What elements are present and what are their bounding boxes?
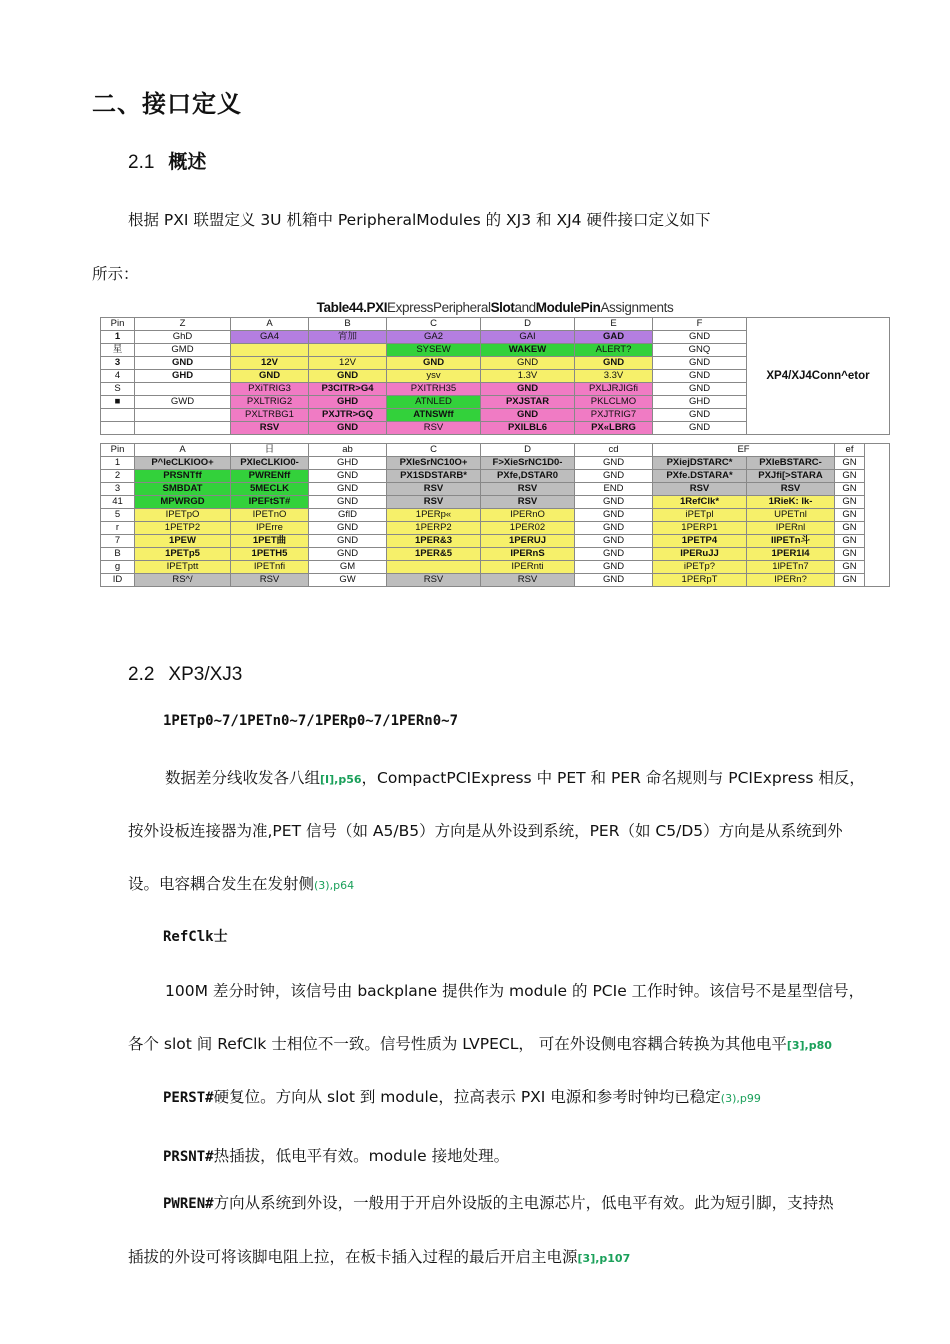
pin-cell: RSV bbox=[481, 483, 575, 496]
pin-cell: GND bbox=[653, 409, 747, 422]
reference-link[interactable]: [3],p107 bbox=[577, 1252, 631, 1265]
pin-cell: 5MECLK bbox=[231, 483, 309, 496]
pin-cell bbox=[135, 409, 231, 422]
pin-cell: SYSEW bbox=[387, 344, 481, 357]
pin-cell: IPETptt bbox=[135, 561, 231, 574]
pin-cell: 1RefClk* bbox=[653, 496, 747, 509]
pin-cell: GHD bbox=[309, 396, 387, 409]
pin-cell: IPERnS bbox=[481, 548, 575, 561]
pin-cell: PXiTRIG3 bbox=[231, 383, 309, 396]
signal-name: PWREN# bbox=[163, 1196, 214, 1212]
subsection-number: 2.2 bbox=[128, 664, 155, 685]
table-row bbox=[101, 574, 890, 587]
pin-cell: GWD bbox=[135, 396, 231, 409]
table-row bbox=[101, 509, 890, 522]
paragraph-text: 硬复位。方向从 slot 到 module，拉高表示 PXI 电源和参考时钟均已稳定 bbox=[213, 1088, 721, 1106]
pin-cell: 3.3V bbox=[575, 370, 653, 383]
pin-cell: 1PETP4 bbox=[653, 535, 747, 548]
paragraph-text: ，CompactPCIExpress 中 PET 和 PER 命名规则与 PCIExpress 相反， bbox=[361, 769, 865, 787]
table-header-row bbox=[101, 444, 890, 457]
subsection-title: XP3/XJ3 bbox=[168, 664, 243, 685]
pin-cell: GND bbox=[575, 535, 653, 548]
pin-cell: 1PETp5 bbox=[135, 548, 231, 561]
pin-cell: PXILBL6 bbox=[481, 422, 575, 435]
paragraph-text: 数据差分线收发各八组 bbox=[165, 769, 321, 787]
pin-cell: RSV bbox=[387, 496, 481, 509]
pin-cell: GND bbox=[653, 383, 747, 396]
pin-cell: 7 bbox=[101, 535, 135, 548]
pin-cell: GND bbox=[309, 470, 387, 483]
pin-cell: END bbox=[575, 483, 653, 496]
pin-cell: IPERnO bbox=[481, 509, 575, 522]
pin-cell: 1 bbox=[101, 331, 135, 344]
column-header: D bbox=[481, 318, 575, 331]
pin-cell: 1PERP2 bbox=[387, 522, 481, 535]
pin-cell: GHD bbox=[309, 457, 387, 470]
pin-cell: PXJfi[>STARA bbox=[747, 470, 835, 483]
signal-heading-pet-per: 1PETp0~7/1PETn0~7/1PERp0~7/1PERn0~7 bbox=[163, 713, 459, 729]
reference-link[interactable]: [I],p56 bbox=[320, 773, 362, 786]
pin-cell: GND bbox=[575, 561, 653, 574]
pin-cell: GND bbox=[309, 496, 387, 509]
pin-cell: PXIeBSTARC- bbox=[747, 457, 835, 470]
pin-cell: GHD bbox=[653, 396, 747, 409]
pin-cell: 星 bbox=[101, 344, 135, 357]
paragraph-line bbox=[128, 1032, 832, 1054]
reference-link[interactable]: (3),p99 bbox=[720, 1092, 761, 1105]
pin-cell: 12V bbox=[231, 357, 309, 370]
table-row bbox=[101, 561, 890, 574]
pin-cell: PXLJRJIGfi bbox=[575, 383, 653, 396]
intro-paragraph-line2: 所示： bbox=[92, 265, 139, 283]
paragraph-line bbox=[128, 872, 354, 894]
pin-cell: GN bbox=[835, 535, 865, 548]
pin-cell: ID bbox=[101, 574, 135, 587]
pin-cell: GND bbox=[309, 370, 387, 383]
pin-cell bbox=[387, 561, 481, 574]
paragraph-line: 100M 差分时钟，该信号由 backplane 提供作为 module 的 PCIe 工作时钟。该信号不是星型信号， bbox=[165, 982, 865, 1000]
column-header: ab bbox=[309, 444, 387, 457]
paragraph-text: 各个 slot 间 RefClk 士相位不一致。信号性质为 LVPECL， 可在外设侧电容耦合转换为其他电平 bbox=[128, 1035, 787, 1053]
column-header: C bbox=[387, 444, 481, 457]
table-row bbox=[101, 548, 890, 561]
intro-paragraph-line1: 根据 PXI 联盟定义 3U 机箱中 PeripheralModules 的 XJ3 和 XJ4 硬件接口定义如下 bbox=[128, 211, 711, 229]
pin-cell: 1PETP2 bbox=[135, 522, 231, 535]
pin-cell: GND bbox=[575, 509, 653, 522]
pin-cell: P3CITR>G4 bbox=[309, 383, 387, 396]
pin-cell: F>XieSrNC1D0- bbox=[481, 457, 575, 470]
caption-part: Table44. bbox=[316, 300, 367, 315]
paragraph-line bbox=[163, 1085, 761, 1107]
pin-cell: 1 bbox=[101, 457, 135, 470]
pin-cell: GN bbox=[835, 561, 865, 574]
pin-cell: RSV bbox=[481, 574, 575, 587]
pin-cell: ■ bbox=[101, 396, 135, 409]
table-row bbox=[101, 522, 890, 535]
pin-cell: IPETnO bbox=[231, 509, 309, 522]
pin-cell: PKLCLMO bbox=[575, 396, 653, 409]
pin-cell: GND bbox=[653, 370, 747, 383]
pin-cell: GW bbox=[309, 574, 387, 587]
pin-cell: PXfe.DSTARA* bbox=[653, 470, 747, 483]
table-row bbox=[101, 483, 890, 496]
column-header: B bbox=[309, 318, 387, 331]
column-header: Pin bbox=[101, 318, 135, 331]
pin-cell: IPErre bbox=[231, 522, 309, 535]
connector-label: XP4/XJ4Conn^etor bbox=[747, 318, 890, 435]
pin-cell bbox=[231, 344, 309, 357]
pin-cell: GN bbox=[835, 457, 865, 470]
column-header: E bbox=[575, 318, 653, 331]
pin-cell: GND bbox=[481, 383, 575, 396]
pin-cell: GA2 bbox=[387, 331, 481, 344]
blank-cell bbox=[865, 444, 890, 587]
pin-cell: B bbox=[101, 548, 135, 561]
column-header: F bbox=[653, 318, 747, 331]
paragraph-text: 热插拔，低电平有效。module 接地处理。 bbox=[213, 1147, 510, 1165]
pin-cell: GM bbox=[309, 561, 387, 574]
xj3-pin-table bbox=[100, 443, 890, 587]
pin-cell: PXLTRBG1 bbox=[231, 409, 309, 422]
pin-cell: PX«LBRG bbox=[575, 422, 653, 435]
column-header: ef bbox=[835, 444, 865, 457]
pin-cell: 12V bbox=[309, 357, 387, 370]
caption-part: ExpressPeripheral bbox=[387, 300, 491, 315]
pin-cell: PXLTRIG2 bbox=[231, 396, 309, 409]
pin-cell: GND bbox=[387, 357, 481, 370]
section-title: 二、接口定义 bbox=[92, 90, 242, 118]
pin-cell: g bbox=[101, 561, 135, 574]
pin-cell: IPERnti bbox=[481, 561, 575, 574]
pin-cell: GN bbox=[835, 496, 865, 509]
pin-cell: PXJTR>GQ bbox=[309, 409, 387, 422]
column-header: Z bbox=[135, 318, 231, 331]
pin-cell: IPERnl bbox=[747, 522, 835, 535]
pin-cell: GflD bbox=[309, 509, 387, 522]
pin-cell: RSV bbox=[747, 483, 835, 496]
pin-cell: RS^/ bbox=[135, 574, 231, 587]
table-header-row bbox=[101, 318, 890, 331]
paragraph-text: 插拔的外设可将该脚电阻上拉，在板卡插入过程的最后开启主电源 bbox=[128, 1248, 578, 1266]
pin-cell: IIPETn斗 bbox=[747, 535, 835, 548]
pin-cell: IPETpO bbox=[135, 509, 231, 522]
pin-cell: PX1SDSTARB* bbox=[387, 470, 481, 483]
pin-cell: IPEFtST# bbox=[231, 496, 309, 509]
pin-cell: 4 bbox=[101, 370, 135, 383]
pin-cell: GN bbox=[835, 548, 865, 561]
pin-cell: PXfe,DSTAR0 bbox=[481, 470, 575, 483]
paragraph-line bbox=[128, 1245, 630, 1267]
pin-cell: GND bbox=[481, 409, 575, 422]
paragraph-line bbox=[163, 1191, 834, 1213]
paragraph-line bbox=[165, 766, 865, 788]
pin-cell: 1PER02 bbox=[481, 522, 575, 535]
signal-heading-refclk: RefClk士 bbox=[163, 929, 228, 945]
pin-cell: GND bbox=[575, 357, 653, 370]
pin-cell: RSV bbox=[481, 496, 575, 509]
caption-part: and bbox=[514, 300, 536, 315]
pin-cell: 宵加 bbox=[309, 331, 387, 344]
pin-cell bbox=[309, 344, 387, 357]
pin-cell: GND bbox=[575, 470, 653, 483]
pin-cell: PXJSTAR bbox=[481, 396, 575, 409]
pin-cell: RSV bbox=[387, 422, 481, 435]
pin-cell: ATNSWff bbox=[387, 409, 481, 422]
pin-cell: GND bbox=[231, 370, 309, 383]
reference-link[interactable]: (3),p64 bbox=[314, 879, 355, 892]
pin-cell: GND bbox=[653, 422, 747, 435]
pin-cell bbox=[135, 422, 231, 435]
pin-cell: iPETpl bbox=[653, 509, 747, 522]
column-header: EF bbox=[653, 444, 835, 457]
pin-cell: 5 bbox=[101, 509, 135, 522]
pin-cell: GND bbox=[575, 548, 653, 561]
paragraph-text: 方向从系统到外设，一般用于开启外设版的主电源芯片，低电平有效。此为短引脚，支持热 bbox=[213, 1194, 834, 1212]
pin-cell: r bbox=[101, 522, 135, 535]
pin-cell: ATNLED bbox=[387, 396, 481, 409]
pin-cell: 1PETH5 bbox=[231, 548, 309, 561]
pin-cell: 1PERp« bbox=[387, 509, 481, 522]
caption-part: Pin bbox=[580, 300, 601, 315]
pin-cell: 1lPETn7 bbox=[747, 561, 835, 574]
pin-cell: GMD bbox=[135, 344, 231, 357]
pin-cell: GND bbox=[309, 522, 387, 535]
pin-cell: RSV bbox=[653, 483, 747, 496]
pin-cell: 3 bbox=[101, 357, 135, 370]
pin-cell: RSV bbox=[231, 422, 309, 435]
reference-link[interactable]: [3],p80 bbox=[786, 1039, 832, 1052]
pin-cell: S bbox=[101, 383, 135, 396]
signal-name: PERST# bbox=[163, 1090, 214, 1106]
caption-part: PXI bbox=[366, 300, 388, 315]
pin-cell: MPWRGD bbox=[135, 496, 231, 509]
pin-cell: 41 bbox=[101, 496, 135, 509]
xj4-pin-table bbox=[100, 317, 890, 435]
paragraph-line bbox=[163, 1144, 509, 1166]
table-row bbox=[101, 457, 890, 470]
pin-cell: GHD bbox=[135, 370, 231, 383]
pin-cell: P^leCLKlOO+ bbox=[135, 457, 231, 470]
pin-cell: IPERuJJ bbox=[653, 548, 747, 561]
pin-cell: GND bbox=[135, 357, 231, 370]
column-header: A bbox=[135, 444, 231, 457]
pin-cell: 1RieK: lk- bbox=[747, 496, 835, 509]
pin-cell: GND bbox=[575, 457, 653, 470]
pin-cell: GND bbox=[309, 483, 387, 496]
column-header: D bbox=[481, 444, 575, 457]
pin-cell: GA4 bbox=[231, 331, 309, 344]
pin-cell: PXIeSrNC10O+ bbox=[387, 457, 481, 470]
pin-cell: iPETp? bbox=[653, 561, 747, 574]
pin-cell: ysv bbox=[387, 370, 481, 383]
pin-cell: GAD bbox=[575, 331, 653, 344]
pin-cell: RSV bbox=[231, 574, 309, 587]
paragraph-line: 按外设板连接器为准,PET 信号（如 A5/B5）方向是从外设到系统，PER（如 C5/D5）方向是从系统到外 bbox=[128, 822, 843, 840]
paragraph-text: 设。电容耦合发生在发射侧 bbox=[128, 875, 315, 893]
subsection-number: 2.1 bbox=[128, 152, 155, 173]
column-header: C bbox=[387, 318, 481, 331]
pin-cell: GN bbox=[835, 574, 865, 587]
pin-cell: IPERn? bbox=[747, 574, 835, 587]
pin-cell: 2 bbox=[101, 470, 135, 483]
pin-cell: GND bbox=[575, 574, 653, 587]
pin-cell: IPETnfi bbox=[231, 561, 309, 574]
pin-cell: RSV bbox=[387, 483, 481, 496]
pin-cell: GN bbox=[835, 509, 865, 522]
pin-cell: GND bbox=[309, 422, 387, 435]
subsection-2-2 bbox=[128, 663, 242, 686]
table-row bbox=[101, 535, 890, 548]
column-header: cd bbox=[575, 444, 653, 457]
table-row bbox=[101, 470, 890, 483]
pin-cell bbox=[101, 422, 135, 435]
subsection-title: 概述 bbox=[168, 151, 207, 173]
table-caption bbox=[100, 300, 890, 315]
pin-cell: PXIeCLKIO0- bbox=[231, 457, 309, 470]
pin-cell: GND bbox=[575, 496, 653, 509]
pin-cell: GhD bbox=[135, 331, 231, 344]
pin-cell: GND bbox=[575, 522, 653, 535]
column-header: 日 bbox=[231, 444, 309, 457]
column-header: A bbox=[231, 318, 309, 331]
pin-cell: 1PERpT bbox=[653, 574, 747, 587]
pin-cell: GND bbox=[653, 331, 747, 344]
pin-cell: PXITRH35 bbox=[387, 383, 481, 396]
pin-cell: PXiejDSTARC* bbox=[653, 457, 747, 470]
pin-cell: 1PET曲 bbox=[231, 535, 309, 548]
pin-cell bbox=[101, 409, 135, 422]
pin-cell: GNQ bbox=[653, 344, 747, 357]
pin-cell: 1PERUJ bbox=[481, 535, 575, 548]
pin-cell: WAKEW bbox=[481, 344, 575, 357]
column-header: Pin bbox=[101, 444, 135, 457]
pin-cell: UPETnl bbox=[747, 509, 835, 522]
pin-cell: 1PER1I4 bbox=[747, 548, 835, 561]
pin-cell: GND bbox=[309, 548, 387, 561]
pin-cell: 3 bbox=[101, 483, 135, 496]
pin-cell: 1PER&5 bbox=[387, 548, 481, 561]
pin-cell: GAI bbox=[481, 331, 575, 344]
pin-cell: PXJTRIG7 bbox=[575, 409, 653, 422]
caption-part: Assignments bbox=[600, 300, 674, 315]
pin-cell: GN bbox=[835, 483, 865, 496]
signal-name: PRSNT# bbox=[163, 1149, 214, 1165]
pin-cell: GND bbox=[309, 535, 387, 548]
pin-cell: GN bbox=[835, 522, 865, 535]
pin-cell: 1PEW bbox=[135, 535, 231, 548]
caption-part: Slot bbox=[490, 300, 515, 315]
pin-cell: GN bbox=[835, 470, 865, 483]
pin-cell: ALERT? bbox=[575, 344, 653, 357]
pin-cell: PRSNTff bbox=[135, 470, 231, 483]
pin-cell: 1.3V bbox=[481, 370, 575, 383]
pin-cell: GND bbox=[481, 357, 575, 370]
pin-cell: 1PERP1 bbox=[653, 522, 747, 535]
caption-part: Module bbox=[535, 300, 581, 315]
pin-cell: 1PER&3 bbox=[387, 535, 481, 548]
table-row bbox=[101, 496, 890, 509]
pin-cell: PWRENff bbox=[231, 470, 309, 483]
pin-cell: SMBDAT bbox=[135, 483, 231, 496]
pin-cell bbox=[135, 383, 231, 396]
subsection-2-1 bbox=[128, 147, 206, 174]
pin-cell: GND bbox=[653, 357, 747, 370]
pin-cell: RSV bbox=[387, 574, 481, 587]
